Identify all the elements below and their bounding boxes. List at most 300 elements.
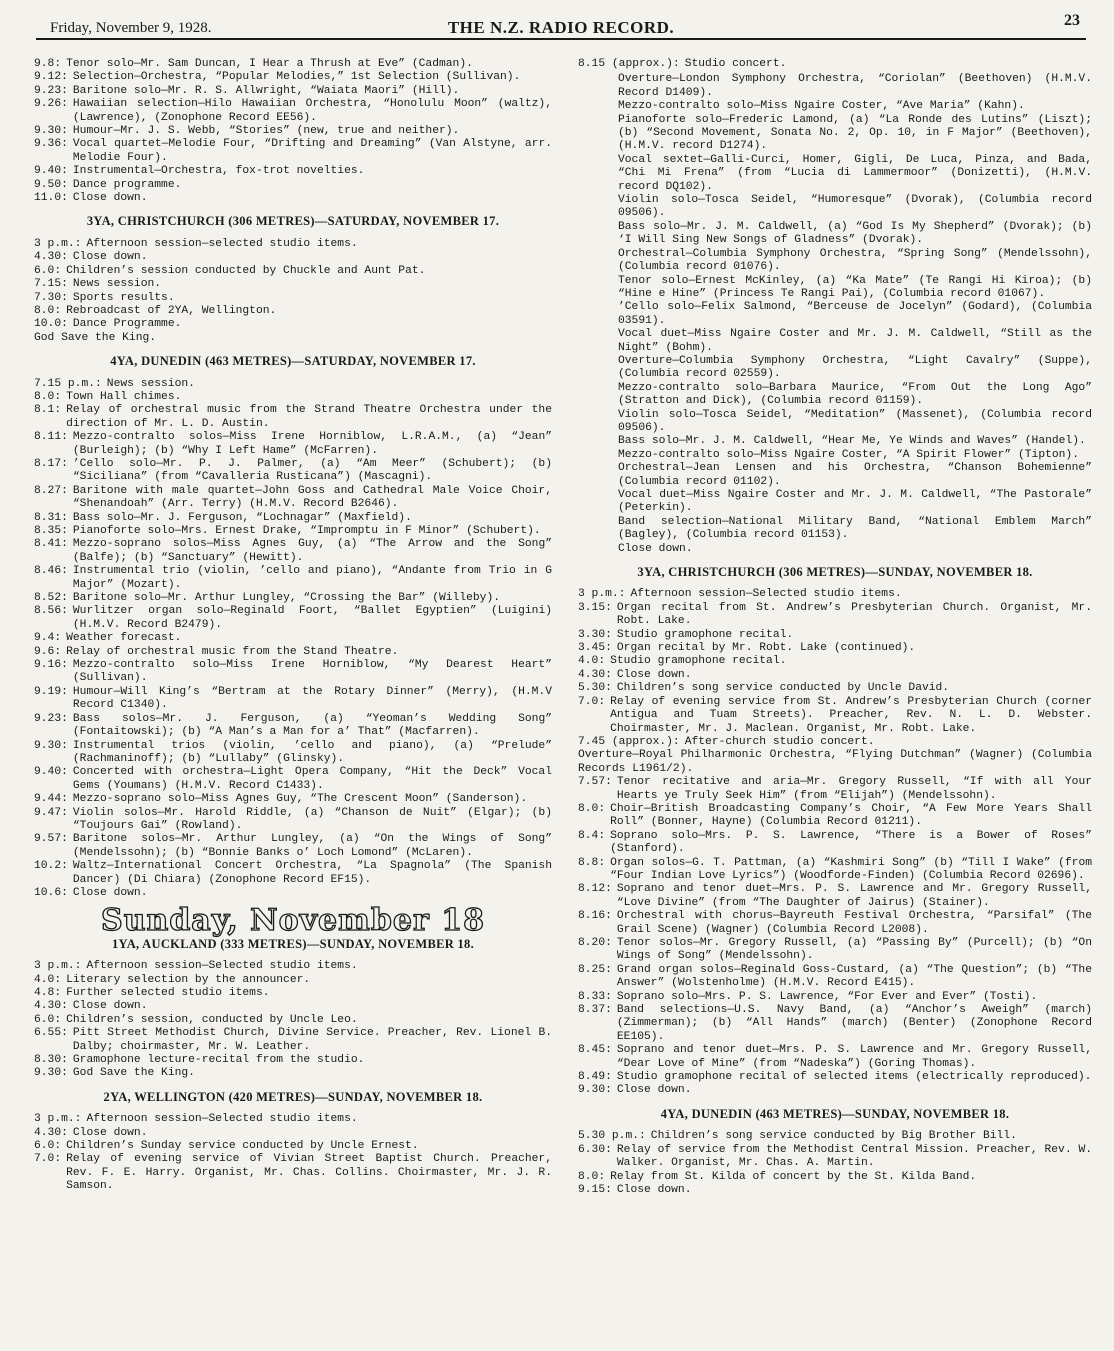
item-time: 8.25: (578, 963, 612, 976)
item-text: Soprano and tenor duet—Mrs. P. S. Lawrence and Mr. Gregory Russell, “Dear Love of Mine” (from “Nadeska”) (Goring Thomas). (616, 1044, 1092, 1070)
list-item (578, 857, 1092, 884)
item-time: 8.1: (34, 404, 62, 417)
item-text: Soprano solo—Mrs. P. S. Lawrence, “For Ever and Ever” (Tosti). (616, 990, 1038, 1003)
list-item (578, 776, 1092, 803)
item-text: Selection—Orchestra, “Popular Melodies,” 1st Selection (Sullivan). (72, 71, 521, 84)
section-heading-1ya-sunday: 1YA, AUCKLAND (333 METRES)—SUNDAY, NOVEMBER 18. (111, 936, 475, 951)
item-time: 8.0: (34, 390, 62, 403)
list-item (34, 391, 552, 404)
item-text: Mezzo-soprano solos—Miss Agnes Guy, (a) “The Arrow and the Song” (Balfe); (b) “Sanctuary” (Hewitt). (72, 538, 552, 564)
item-text: God Save the King. (34, 331, 157, 344)
issue-date: Friday, November 9, 1928. (50, 20, 212, 36)
item-text: Overture—Royal Philharmonic Orchestra, “Flying Dutchman” (Wagner) (Columbia Records L1961/2). (578, 749, 1092, 775)
list-item (34, 58, 552, 71)
item-time: 10.0: (34, 318, 68, 331)
item-time: 8.15 (approx.): (578, 58, 680, 70)
item-text: Children’s Sunday service conducted by Uncle Ernest. (66, 1140, 419, 1153)
list-item (578, 1044, 1092, 1071)
item-text: Close down. (72, 251, 148, 264)
item-text: Mezzo-contralto solo—Miss Ngaire Coster, “A Spirit Flower” (Tipton). (618, 448, 1079, 461)
item-text: Orchestral—Columbia Symphony Orchestra, “Spring Song” (Mendelssohn), (Columbia record 01076). (618, 247, 1092, 274)
item-text: Studio gramophone recital. (616, 628, 794, 641)
item-time: 7.57: (578, 776, 612, 789)
item-text: Tenor solo—Ernest McKinley, (a) “Ka Mate” (Te Rangi Hi Kiroa); (b) “Hine e Hine” (Princess Te Rangi Pai), (Columbia record 01067). (618, 274, 1092, 300)
item-time: 9.15: (578, 1183, 612, 1196)
item-time: 8.27: (34, 484, 68, 497)
list-3ya-sunday (578, 588, 1092, 1097)
item-time: 8.35: (34, 525, 68, 537)
item-text: Relay of evening service of Vivian Street Baptist Church. Preacher, Rev. F. E. Harry. Organist, Mr. Chas. Collins. Choirmaster, Mr. J. R. Samson. (66, 1153, 552, 1193)
list-item (34, 833, 552, 860)
list-item (578, 382, 1092, 409)
list-item (34, 431, 552, 458)
item-text: Soprano solo—Mrs. P. S. Lawrence, “There is a Bower of Roses” (Stanford). (610, 829, 1092, 856)
item-time: 9.44: (34, 793, 68, 806)
item-text: Dance programme. (72, 178, 182, 191)
list-item (578, 655, 1092, 668)
item-time: 3 p.m.: (578, 588, 626, 601)
item-time: 4.0: (578, 655, 606, 668)
item-time: 10.6: (34, 886, 68, 899)
item-text: Waltz—International Concert Orchestra, “La Spagnola” (The Spanish Dancer) (Di Chiara) (Zonophone Record EF15). (72, 860, 552, 886)
list-item (34, 632, 552, 645)
list-item (578, 602, 1092, 629)
list-item (34, 659, 552, 686)
item-text: Afternoon session—Selected studio items. (630, 588, 902, 601)
item-time: 7.0: (578, 695, 606, 708)
item-time: 9.4: (34, 632, 62, 645)
item-time: 8.30: (34, 1054, 68, 1067)
list-item (578, 883, 1092, 910)
item-text: Children’s session, conducted by Uncle Leo. (66, 1013, 358, 1026)
item-time: 9.30: (34, 1067, 68, 1080)
item-text: News session. (106, 377, 195, 390)
section-heading-3ya-saturday: 3YA, CHRISTCHURCH (306 METRES)—SATURDAY, NOVEMBER 17. (86, 214, 500, 229)
list-item (34, 265, 552, 278)
item-time: 8.11: (34, 431, 68, 444)
item-text: Vocal duet—Miss Ngaire Coster and Mr. J. M. Caldwell, “Still as the Night” (Bohm). (618, 328, 1092, 354)
list-item (578, 803, 1092, 830)
item-time: 8.41: (34, 538, 68, 551)
list-item (578, 736, 1092, 749)
item-text: Studio gramophone recital of selected items (electrically reproduced). (616, 1071, 1092, 1084)
list-item (578, 462, 1092, 489)
list-item (34, 1140, 552, 1153)
list-item (578, 301, 1092, 328)
item-text: Pianoforte solo—Mrs. Ernest Drake, “Impromptu in F Minor” (Schubert). (72, 525, 541, 537)
item-text: Afternoon session—Selected studio items. (86, 1113, 358, 1126)
item-time: 7.30: (34, 291, 68, 304)
list-item (34, 1027, 552, 1054)
item-text: Violin solos—Mr. Harold Riddle, (a) “Chanson de Nuit” (Elgar); (b) “Toujours Gai” (Rowland). (72, 806, 552, 832)
list-4ya-saturday (34, 378, 552, 901)
list-item (34, 592, 552, 605)
list-item (34, 1127, 552, 1140)
item-text: Mezzo-soprano solo—Miss Agnes Guy, “The Crescent Moon” (Sanderson). (72, 793, 528, 806)
item-text: Vocal quartet—Melodie Four, “Drifting and Dreaming” (Van Alstyne, arr. Melodie Four). (72, 138, 552, 164)
item-text: Tenor solos—Mr. Gregory Russell, (a) “Passing By” (Purcell); (b) “On Wings of Song” (Mendelssohn). (616, 937, 1092, 963)
item-time: 6.55: (34, 1027, 68, 1040)
list-item (578, 629, 1092, 642)
item-time: 10.2: (34, 860, 68, 873)
list-item (34, 238, 552, 251)
item-time: 8.49: (578, 1071, 612, 1084)
list-item (578, 221, 1092, 248)
item-text: Overture—Columbia Symphony Orchestra, “Light Cavalry” (Suppe), (Columbia record 02559). (618, 354, 1092, 381)
item-text: Humour—Will King’s “Bertram at the Rotary Dinner” (Merry), (H.M.V Record C1340). (72, 685, 552, 712)
list-item (34, 404, 552, 431)
item-time: 9.16: (34, 659, 68, 672)
item-time: 4.0: (34, 973, 62, 986)
item-text: Vocal sextet—Galli-Curci, Homer, Gigli, De Luca, Pinza, and Bada, “Chi Mi Frena” (from “Lucia di Lammermoor” (Donizetti), (H.M.V. record DQ102). (618, 153, 1092, 193)
item-time: 6.30: (578, 1143, 612, 1156)
list-item-studio-concert (578, 58, 1092, 71)
list-item (578, 682, 1092, 695)
list-item (34, 138, 552, 165)
item-time: 4.30: (578, 668, 612, 681)
item-text: Humour—Mr. J. S. Webb, “Stories” (new, true and neither). (72, 125, 460, 138)
item-time: 8.16: (578, 910, 612, 923)
item-text: Close down. (72, 886, 148, 899)
list-item (578, 409, 1092, 436)
item-time: 9.47: (34, 806, 68, 819)
item-time: 3.30: (578, 628, 612, 641)
item-text: Close down. (618, 542, 693, 555)
item-time: 8.8: (578, 856, 606, 869)
list-item (578, 355, 1092, 382)
section-heading-3ya-sunday: 3YA, CHRISTCHURCH (306 METRES)—SUNDAY, NOVEMBER 18. (637, 565, 1033, 580)
item-text: Bass solo—Mr. J. Ferguson, “Lochnagar” (Maxfield). (72, 511, 412, 524)
item-text: Mezzo-contralto solos—Miss Irene Horniblow, L.R.A.M., (a) “Jean” (Burleigh); (b) “Why I Left Hame” (McFarren). (72, 431, 552, 457)
list-item (578, 642, 1092, 655)
item-text: Tenor recitative and aria—Mr. Gregory Russell, “If with all Your Hearts ye Truly Seek Him” (from “Elijah”) (Mendelssohn). (616, 776, 1092, 802)
item-text: Literary selection by the announcer. (66, 973, 311, 986)
list-item (34, 1153, 552, 1193)
list-item (578, 937, 1092, 964)
list-item (34, 278, 552, 291)
item-time: 3 p.m.: (34, 237, 82, 250)
list-item (34, 766, 552, 793)
item-text: Mezzo-contralto solo—Miss Irene Horniblow, “My Dearest Heart” (Sullivan). (72, 659, 552, 685)
list-item (578, 73, 1092, 100)
list-item (34, 292, 552, 305)
item-text: Close down. (72, 192, 148, 205)
item-time: 9.30: (578, 1084, 612, 1097)
item-text: Children’s session conducted by Chuckle and Aunt Pat. (66, 264, 426, 277)
list-item (34, 565, 552, 592)
list-item (578, 275, 1092, 302)
list-item (34, 974, 552, 987)
item-text: Relay of service from the Methodist Central Mission. Preacher, Rev. W. Walker. Organist, Mr. Chas. A. Martin. (616, 1143, 1092, 1170)
item-time: 8.56: (34, 605, 68, 618)
item-time: 8.37: (578, 1004, 612, 1017)
item-time: 5.30 p.m.: (578, 1130, 646, 1143)
list-item (578, 114, 1092, 154)
item-text: Further selected studio items. (66, 987, 270, 999)
item-time: 6.0: (34, 264, 62, 277)
list-item (578, 991, 1092, 1004)
list-item (34, 485, 552, 512)
item-text: Orchestral—Jean Lensen and his Orchestra, “Chanson Bohemienne” (Columbia record 01102). (618, 462, 1092, 488)
list-item (34, 332, 552, 345)
item-time: 9.40: (34, 165, 68, 178)
list-item (578, 964, 1092, 991)
item-text: Baritone solo—Mr. Arthur Lungley, “Crossing the Bar” (Willeby). (72, 592, 500, 605)
item-text: Afternoon session—Selected studio items. (86, 960, 358, 973)
item-text: God Save the King. (72, 1067, 195, 1080)
list-saturday-2ya-end (34, 58, 552, 205)
item-time: 6.0: (34, 1013, 62, 1026)
item-text: Dance Programme. (72, 318, 182, 331)
item-text: Instrumental trio (violin, ’cello and piano), “Andante from Trio in G Major” (Mozart). (72, 565, 552, 591)
list-2ya-sunday-concert (578, 73, 1092, 556)
list-2ya-sunday (34, 1113, 552, 1193)
list-item (34, 318, 552, 331)
item-time: 8.4: (578, 829, 606, 842)
item-time: 8.52: (34, 592, 68, 605)
list-item (34, 458, 552, 485)
item-text: Studio concert. (684, 58, 787, 70)
list-item (34, 605, 552, 632)
list-item (34, 807, 552, 834)
list-item (34, 125, 552, 138)
item-time: 8.0: (578, 802, 606, 815)
item-text: Violin solo—Tosca Seidel, “Meditation” (Massenet), (Columbia record 09506). (618, 408, 1092, 434)
item-text: Baritone solo—Mr. R. S. Allwright, “Waiata Maori” (Hill). (72, 84, 460, 97)
list-item (578, 435, 1092, 448)
item-text: Sports results. (72, 291, 175, 304)
list-item (578, 910, 1092, 937)
item-text: Children’s song service conducted by Uncle David. (616, 682, 950, 695)
section-heading-2ya-sunday: 2YA, WELLINGTON (420 METRES)—SUNDAY, NOVEMBER 18. (103, 1089, 483, 1104)
list-item (34, 740, 552, 767)
item-text: Band selections—U.S. Navy Band, (a) “Anchor’s Aweigh” (march) (Zimmerman); (b) “All Hands” (march) (Benter) (Zonophone Record EE105). (616, 1004, 1092, 1043)
day-heading-sunday: Sunday, November 18 (101, 903, 485, 939)
item-text: Wurlitzer organ solo—Reginald Foort, “Ballet Egyptien” (Luigini) (H.M.V. Record B2479). (72, 605, 552, 631)
item-time: 3 p.m.: (34, 960, 82, 973)
item-text: Close down. (616, 1084, 692, 1097)
item-time: 9.30: (34, 739, 68, 752)
list-item (34, 85, 552, 98)
list-1ya-sunday (34, 960, 552, 1081)
list-item (34, 165, 552, 178)
item-text: Pianoforte solo—Frederic Lamond, (a) “La Ronde des Lutins” (Liszt); (b) “Second Movement, Sonata No. 2, Op. 10, in F Major” (Beethoven), (H.M.V. record D1274). (618, 113, 1092, 153)
item-text: Bass solo—Mr. J. M. Caldwell, (a) “God Is My Shepherd” (Dvorak); (b) ‘I Will Sing New Songs of Gladness” (Dvorak). (618, 220, 1092, 247)
item-time: 9.12: (34, 71, 68, 84)
item-time: 7.0: (34, 1153, 62, 1166)
list-item (34, 1014, 552, 1027)
item-text: News session. (72, 278, 162, 291)
item-time: 7.15 p.m.: (34, 377, 102, 390)
section-heading-4ya-saturday: 4YA, DUNEDIN (463 METRES)—SATURDAY, NOVEMBER 17. (110, 354, 476, 369)
item-time: 4.8: (34, 987, 62, 999)
item-text: Concerted with orchestra—Light Opera Company, “Hit the Deck” Vocal Gems (Youmans) (H.M.V. Record C1433). (72, 766, 552, 792)
list-item (578, 696, 1092, 736)
item-text: Baritone with male quartet—John Goss and Cathedral Male Voice Choir, “Shenandoah” (Arr. Terry) (H.M.V. Record B2646). (72, 484, 552, 511)
list-item (34, 860, 552, 887)
list-item (34, 512, 552, 525)
list-item (578, 1084, 1092, 1097)
list-item (578, 1004, 1092, 1044)
item-text: Mezzo-contralto solo—Miss Ngaire Coster, “Ave Maria” (Kahn). (618, 100, 1025, 113)
list-item (34, 305, 552, 318)
item-time: 9.23: (34, 712, 68, 725)
item-text: Organ recital from St. Andrew’s Presbyterian Church. Organist, Mr. Robt. Lake. (616, 601, 1092, 628)
item-time: 8.45: (578, 1044, 612, 1057)
item-time: 7.15: (34, 278, 68, 291)
item-text: Rebroadcast of 2YA, Wellington. (66, 304, 277, 317)
list-3ya-saturday (34, 238, 552, 345)
list-item (578, 1144, 1092, 1171)
item-time: 8.46: (34, 565, 68, 578)
item-time: 3 p.m.: (34, 1113, 82, 1126)
item-text: Hawaiian selection—Hilo Hawaiian Orchestra, “Honolulu Moon” (waltz), (Lawrence), (Zonophone Record EE56). (72, 98, 552, 124)
item-time: 9.19: (34, 685, 68, 698)
item-text: Grand organ solos—Reginald Goss-Custard, (a) “The Question”; (b) “The Answer” (Wolstenholme) (H.M.V. Record E415). (616, 963, 1092, 990)
item-time: 9.6: (34, 645, 62, 658)
list-item (34, 1067, 552, 1080)
list-item (34, 646, 552, 659)
item-text: Studio gramophone recital. (610, 655, 787, 668)
item-time: 8.0: (34, 304, 62, 317)
item-text: ’Cello solo—Felix Salmond, “Berceuse de Jocelyn” (Godard), (Columbia 03591). (618, 301, 1092, 327)
list-item (34, 1000, 552, 1013)
item-time: 9.36: (34, 138, 68, 151)
list-item (34, 179, 552, 192)
list-item (34, 98, 552, 125)
item-text: Close down. (72, 1126, 148, 1139)
item-text: Tenor solo—Mr. Sam Duncan, I Hear a Thrush at Eve” (Cadman). (66, 58, 473, 70)
item-text: Choir—British Broadcasting Company’s Choir, “A Few More Years Shall Roll” (Bonner, Hayne) (Columbia Record 01211). (610, 802, 1092, 829)
item-text: Relay of evening service from St. Andrew’s Presbyterian Church (corner Antigua and Tuam Streets). Preacher, Rev. N. L. D. Webster. Choirmaster, Mr. J. Maclean. Organist, Mr. Robt. Lake. (610, 695, 1092, 735)
page-header (36, 10, 1086, 40)
list-item (34, 887, 552, 900)
item-time: 4.30: (34, 1000, 68, 1013)
list-item (34, 251, 552, 264)
list-item (34, 793, 552, 806)
list-item (578, 328, 1092, 355)
item-text: Vocal duet—Miss Ngaire Coster and Mr. J. M. Caldwell, “The Pastorale” (Peterkin). (618, 489, 1092, 515)
item-text: Close down. (616, 1183, 692, 1196)
item-text: Orchestral with chorus—Bayreuth Festival Orchestra, “Parsifal” (The Grail Scene) (Wagner) (Columbia Record L2008). (616, 910, 1092, 936)
list-item (578, 1171, 1092, 1184)
list-4ya-sunday (578, 1130, 1092, 1197)
list-item (34, 538, 552, 565)
item-text: Gramophone lecture-recital from the studio. (72, 1054, 365, 1067)
list-item (34, 71, 552, 84)
list-item (34, 1054, 552, 1067)
item-time: 6.0: (34, 1140, 62, 1153)
list-item (34, 686, 552, 713)
list-item (34, 525, 552, 538)
item-text: Instrumental—Orchestra, fox-trot novelties. (72, 165, 365, 178)
item-text: Relay from St. Kilda of concert by the St. Kilda Band. (610, 1170, 977, 1183)
item-text: Mezzo-contralto solo—Barbara Maurice, “From Out the Long Ago” (Stratton and Dick), (Columbia record 01159). (618, 381, 1092, 408)
item-time: 9.23: (34, 84, 68, 97)
item-time: 8.17: (34, 457, 68, 470)
item-time: 11.0: (34, 192, 68, 205)
item-text: Organ recital by Mr. Robt. Lake (continued). (616, 642, 916, 655)
list-item (34, 960, 552, 973)
left-column (34, 58, 552, 1194)
item-text: After-church studio concert. (684, 735, 875, 748)
list-item (578, 194, 1092, 221)
item-time: 7.45 (approx.): (578, 735, 680, 748)
right-column (578, 58, 1092, 1197)
item-time: 3.45: (578, 642, 612, 655)
list-item (578, 516, 1092, 543)
item-text: Overture—London Symphony Orchestra, “Coriolan” (Beethoven) (H.M.V. Record D1409). (618, 73, 1092, 99)
item-time: 8.33: (578, 990, 612, 1003)
list-item (578, 543, 1092, 556)
item-text: Weather forecast. (66, 632, 182, 645)
item-time: 3.15: (578, 601, 612, 614)
item-time: 4.30: (34, 1126, 68, 1139)
item-text: Close down. (72, 1000, 148, 1013)
list-item (578, 1184, 1092, 1197)
list-item (578, 1130, 1092, 1143)
item-text: Children’s song service conducted by Big Brother Bill. (650, 1130, 1017, 1143)
item-text: Afternoon session—selected studio items. (86, 237, 358, 250)
item-time: 8.0: (578, 1170, 606, 1183)
page-number: 23 (1064, 12, 1080, 29)
list-item (34, 192, 552, 205)
list-item (578, 154, 1092, 194)
list-item (34, 987, 552, 1000)
publication-title: THE N.Z. RADIO RECORD. (447, 18, 675, 37)
item-text: Violin solo—Tosca Seidel, “Humoresque” (Dvorak), (Columbia record 09506). (618, 194, 1092, 220)
list-item (578, 749, 1092, 776)
item-time: 9.30: (34, 125, 68, 138)
list-item (34, 713, 552, 740)
item-text: Bass solo—Mr. J. M. Caldwell, “Hear Me, Ye Winds and Waves” (Handel). (618, 435, 1086, 448)
item-time: 4.30: (34, 251, 68, 264)
item-text: Relay of orchestral music from the Strand Theatre Orchestra under the direction of Mr. L. D. Austin. (66, 404, 552, 430)
item-text: Close down. (616, 668, 692, 681)
list-item (34, 378, 552, 391)
list-item (578, 489, 1092, 516)
list-item (34, 1113, 552, 1126)
item-time: 9.8: (34, 58, 62, 70)
item-time: 9.40: (34, 766, 68, 779)
section-heading-4ya-sunday: 4YA, DUNEDIN (463 METRES)—SUNDAY, NOVEMBER 18. (660, 1106, 1010, 1121)
item-text: Organ solos—G. T. Pattman, (a) “Kashmiri Song” (b) “Till I Wake” (from “Four Indian Love Lyrics”) (Woodforde-Finden) (Columbia Record 02696). (610, 856, 1092, 882)
list-item (578, 248, 1092, 275)
item-text: Town Hall chimes. (66, 390, 182, 403)
list-item (578, 588, 1092, 601)
item-text: Bass solos—Mr. J. Ferguson, (a) “Yeoman’s Wedding Song” (Fontaitowski); (b) “A Man’s a Man for a’ That” (Macfarren). (72, 712, 552, 739)
item-text: Soprano and tenor duet—Mrs. P. S. Lawrence and Mr. Gregory Russell, “Love Divine” (from “The Daughter of Jairus) (Stainer). (616, 883, 1092, 909)
item-time: 8.12: (578, 883, 612, 896)
item-time: 9.26: (34, 98, 68, 111)
item-time: 9.50: (34, 178, 68, 191)
item-time: 5.30: (578, 682, 612, 695)
list-item (578, 830, 1092, 857)
item-text: Band selection—National Military Band, “National Emblem March” (Bagley), (Columbia record 01153). (618, 515, 1092, 542)
list-item (578, 100, 1092, 113)
item-text: Baritone solos—Mr. Arthur Lungley, (a) “On the Wings of Song” (Mendelssohn); (b) “Bonnie Banks o’ Loch Lomond” (McLaren). (72, 833, 552, 859)
list-item (578, 449, 1092, 462)
item-time: 8.31: (34, 511, 68, 524)
item-time: 8.20: (578, 937, 612, 949)
list-item (578, 1071, 1092, 1084)
item-text: Pitt Street Methodist Church, Divine Service. Preacher, Rev. Lionel B. Dalby; choirmaster, Mr. W. Leather. (72, 1027, 552, 1053)
item-text: Relay of orchestral music from the Stand Theatre. (66, 645, 399, 658)
item-time: 9.57: (34, 833, 68, 846)
item-text: Instrumental trios (violin, ’cello and piano), (a) “Prelude” (Rachmaninoff); (b) “Lullaby” (Glinsky). (72, 739, 552, 765)
list-item (578, 669, 1092, 682)
item-text: ’Cello solo—Mr. P. J. Palmer, (a) “Am Meer” (Schubert); (b) “Siciliana” (from “Cavalleria Rusticana”) (Mascagni). (72, 457, 552, 484)
